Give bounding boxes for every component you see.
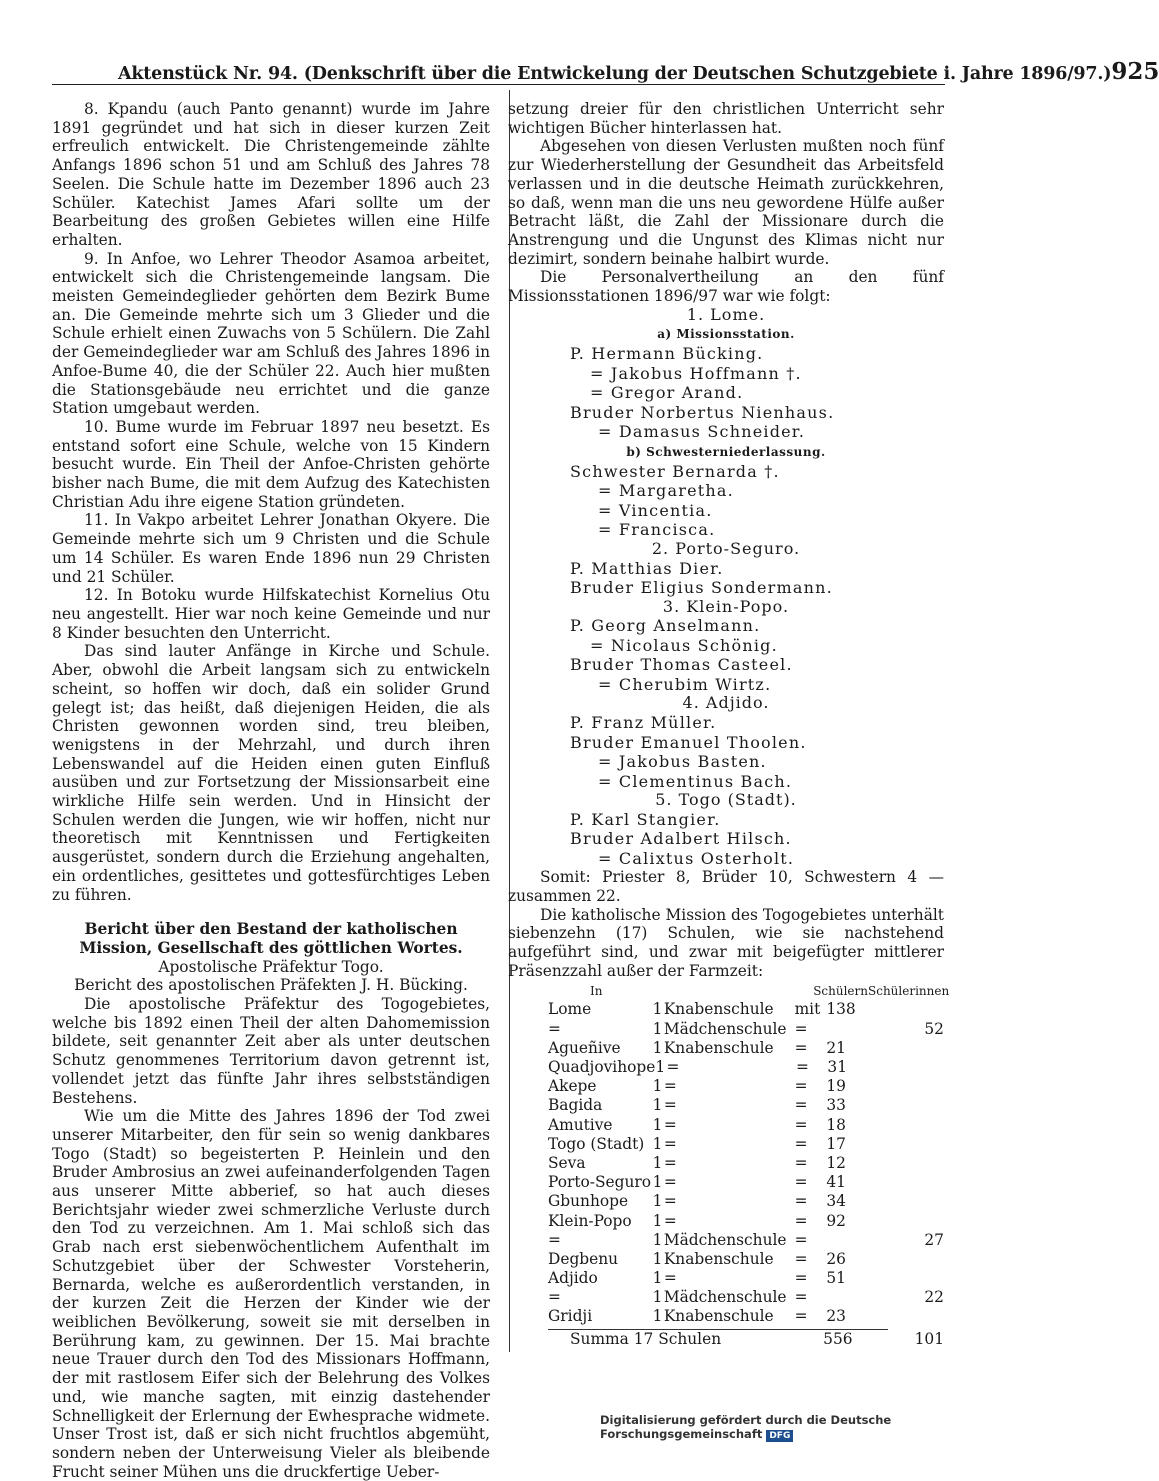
school-count: 1: [652, 1307, 663, 1326]
school-girls: [879, 1173, 944, 1192]
table-row: [508, 1288, 944, 1307]
sum-boys: 556: [823, 1329, 853, 1348]
staff-entry: P. Karl Stangier.: [570, 809, 721, 829]
school-girls: [879, 1250, 944, 1269]
table-row: [508, 1116, 944, 1135]
table-row: [508, 1096, 944, 1115]
left-column: [52, 100, 490, 1481]
school-girls: [879, 1039, 944, 1058]
school-mit: =: [794, 1077, 808, 1096]
school-place: Klein-Popo: [548, 1211, 632, 1230]
sum-girls: 101: [914, 1329, 944, 1348]
header-title: Aktenstück Nr. 94. (Denkschrift über die Entwickelung der Deutschen Schutzgebiete i. Jahre 1896/97.): [118, 64, 1112, 84]
school-mit: =: [794, 1192, 808, 1211]
school-count: 1: [652, 1173, 663, 1192]
school-type: Mädchenschule: [663, 1019, 787, 1038]
school-count: 1: [652, 1096, 663, 1115]
school-count: 1: [652, 1230, 663, 1249]
school-type: =: [663, 1192, 677, 1211]
school-count: 1: [652, 1115, 663, 1134]
table-row: [508, 1154, 944, 1173]
school-boys: 33: [826, 1096, 846, 1115]
school-place: Togo (Stadt): [548, 1134, 645, 1153]
school-place: =: [548, 1230, 561, 1249]
school-type: =: [663, 1211, 677, 1230]
school-boys: [826, 1231, 878, 1250]
table-row: [508, 1269, 944, 1288]
school-girls: [879, 1000, 944, 1019]
paragraph: 11. In Vakpo arbeitet Lehrer Jonathan Okyere. Die Gemeinde mehrte sich um 9 Christen und die Schule um 14 Schüler. Es waren Ende 1896 nun 29 Christen und 21 Schüler.: [52, 511, 490, 586]
school-count: 1: [652, 1211, 663, 1230]
staff-entry: = Francisca.: [598, 520, 716, 540]
school-girls: [879, 1192, 944, 1211]
school-mit: =: [794, 1249, 808, 1268]
substation-heading: a) Missionsstation.: [657, 327, 795, 342]
school-mit: =: [795, 1058, 809, 1077]
staff-entry: = Vincentia.: [598, 500, 713, 520]
school-type: =: [663, 1173, 677, 1192]
paragraph: Wie um die Mitte des Jahres 1896 der Tod zwei unserer Mitarbeiter, den für sein so wenig dankbares Togo (Stadt) so begeisterten P. Heinlein und den Bruder Ambrosius an zwei aufeinanderfolgenden Tagen aus unserer Mitte abberief, so hat auch dieses Berichtsjahr wieder zwei schmerzliche Verluste durch den Tod zu verzeichnen. Am 1. Mai schloß sich das Grab nach erst siebenwöchentlichem Aufenthalt im Schutzgebiet über der Schwester Vorsteherin, Bernarda, welche es außerordentlich verstanden, in der kurzen Zeit die Herzen der Kinder wie der weiblichen Bevölkerung, soweit sie mit derselben in Berührung kam, zu gewinnen. Der 15. Mai brachte neue Trauer durch den Tod des Missionars Hoffmann, der mit rastlosem Eifer sich der Belehrung des Volkes und, wie manche sagten, mit einzig dastehender Schnelligkeit der Erlernung der Ewhesprache widmete. Unser Trost ist, daß er sich nicht fruchtlos abgemüht, sondern neben der Unterweisung Vieler als bleibende Frucht seiner Mühen uns die druckfertige Ueber-: [52, 1107, 490, 1481]
staff-entry: P. Hermann Bücking.: [570, 344, 764, 364]
school-girls: [879, 1212, 944, 1231]
staff-entry: = Margaretha.: [598, 481, 734, 501]
school-count: 1: [652, 1000, 663, 1019]
staff-entry: Bruder Norbertus Nienhaus.: [570, 402, 835, 422]
table-row: [508, 1058, 944, 1077]
staff-entry: Bruder Thomas Casteel.: [570, 655, 793, 675]
sum-label: Summa 17 Schulen: [570, 1329, 722, 1348]
school-boys: 23: [826, 1307, 846, 1326]
school-place: Porto-Seguro: [548, 1173, 652, 1192]
paragraph: Die apostolische Präfektur des Togogebietes, welche bis 1892 einen Theil der alten Dahomemission bildete, seit genannter Zeit aber als unter deutschen Schutz genommenes Territorium davon getrennt ist, vollendet jetzt das fünfte Jahr ihres selbstständigen Bestehens.: [52, 995, 490, 1107]
school-count: 1: [652, 1288, 663, 1307]
paragraph: Das sind lauter Anfänge in Kirche und Schule. Aber, obwohl die Arbeit langsam sich zu entwickeln scheint, so hoffen wir doch, daß ein solider Grund gelegt ist; das heißt, daß diejenigen Heiden, die als Christen gewonnen worden sind, treu bleiben, wenigstens in der Mehrzahl, und durch ihren Lebenswandel auf die Heiden einen guten Einfluß ausüben und zur Fortsetzung der Missionsarbeit eine wirkliche Hilfe sein werden. Und in Hinsicht der Schulen werden die Jungen, wie wir hoffen, nicht nur theoretisch mit Kenntnissen und Fertigkeiten ausgerüstet, sondern durch die Erziehung angehalten, ein ordentliches, gesittetes und gottesfürchtiges Leben zu führen.: [52, 642, 490, 904]
school-boys: 18: [826, 1115, 846, 1134]
schools-table: [508, 982, 950, 1348]
page-number: 925: [1111, 58, 1159, 85]
paragraph: Die katholische Mission des Togogebietes unterhält siebenzehn (17) Schulen, wie sie nachstehend aufgeführt sind, und zwar mit beigefügter mittlerer Präsenzzahl außer der Farmzeit:: [508, 905, 944, 980]
staff-entry: Bruder Eligius Sondermann.: [570, 578, 833, 598]
school-type: Mädchenschule: [663, 1288, 787, 1307]
school-mit: =: [794, 1096, 808, 1115]
table-row: [508, 1135, 944, 1154]
header-girls: Schülerinnen: [868, 984, 950, 999]
school-type: Knabenschule: [663, 1249, 774, 1268]
school-boys: [826, 1020, 878, 1039]
school-type: =: [663, 1077, 677, 1096]
paragraph: 10. Bume wurde im Februar 1897 neu besetzt. Es entstand sofort eine Schule, welche von 15 Kindern besucht wurde. Ein Theil der Anfoe-Christen gehörte bisher nach Bume, die mit dem Aufzug des Katechisten Christian Adu ihre eigene Station gründeten.: [52, 417, 490, 511]
staff-entry: = Damasus Schneider.: [598, 422, 806, 442]
staff-entry: Schwester Bernarda †.: [570, 461, 780, 481]
school-girls: [879, 1154, 944, 1173]
school-boys: 92: [826, 1211, 846, 1230]
paragraph: Abgesehen von diesen Verlusten mußten noch fünf zur Wiederherstellung der Gesundheit das Arbeitsfeld verlassen und in die deutsche Heimath zurückkehren, so daß, wenn man die uns neu gewordene Hülfe außer Betracht läßt, die Zahl der Missionare durch die Anstrengung und die Ungunst des Klimas nicht nur dezimirt, sondern beinahe halbirt wurde.: [508, 137, 944, 268]
school-mit: =: [794, 1173, 808, 1192]
staff-entry: P. Matthias Dier.: [570, 558, 724, 578]
school-girls: [879, 1116, 944, 1135]
school-type: =: [663, 1096, 677, 1115]
school-place: Adjido: [548, 1269, 598, 1288]
school-type: =: [663, 1269, 677, 1288]
school-place: Quadjovihope: [548, 1058, 656, 1077]
school-count: 1: [652, 1249, 663, 1268]
school-count: 1: [652, 1134, 663, 1153]
table-row: [508, 1173, 944, 1192]
subheading: Apostolische Präfektur Togo.: [158, 957, 384, 976]
school-boys: 51: [826, 1269, 846, 1288]
staff-entry: P. Georg Anselmann.: [570, 616, 761, 636]
school-mit: =: [794, 1269, 808, 1288]
footer: [600, 1413, 1000, 1442]
school-place: =: [548, 1288, 561, 1307]
header-rule: [52, 84, 945, 85]
school-type: =: [663, 1134, 677, 1153]
school-girls: [879, 1269, 944, 1288]
school-mit: =: [794, 1307, 808, 1326]
school-type: =: [666, 1058, 680, 1077]
staff-entry: P. Franz Müller.: [570, 713, 717, 733]
school-type: Mädchenschule: [663, 1230, 787, 1249]
school-boys: 12: [826, 1153, 846, 1172]
school-boys: 19: [826, 1077, 846, 1096]
staff-entry: = Clementinus Bach.: [598, 771, 793, 791]
table-row: [508, 1307, 944, 1326]
school-girls: [879, 1135, 944, 1154]
section-heading: Bericht über den Bestand der katholischen Mission, Gesellschaft des göttlichen Wortes.: [79, 920, 463, 957]
staff-entry: = Calixtus Osterholt.: [598, 848, 795, 868]
school-girls: [879, 1096, 944, 1115]
school-place: Akepe: [548, 1077, 597, 1096]
table-row: [508, 1212, 944, 1231]
table-row: [508, 1020, 944, 1039]
staff-entry: Bruder Adalbert Hilsch.: [570, 829, 792, 849]
table-row: [508, 1039, 944, 1058]
table-row: [508, 1077, 944, 1096]
staff-entry: = Cherubim Wirtz.: [598, 674, 772, 694]
school-place: Gbunhope: [548, 1192, 629, 1211]
school-girls: [879, 1077, 944, 1096]
school-mit: mit: [794, 1000, 821, 1019]
school-place: Amutive: [548, 1115, 613, 1134]
school-boys: 26: [826, 1249, 846, 1268]
paragraph: 9. In Anfoe, wo Lehrer Theodor Asamoa arbeitet, entwickelt sich die Christengemeinde langsam. Die meisten Gemeindeglieder gehörten dem Bezirk Bume an. Die Gemeinde mehrte sich um 3 Glieder und die Schule erhielt einen Zuwachs von 5 Schülern. Die Zahl der Gemeindeglieder war am Schluß des Jahres 1896 in Anfoe-Bume 40, die der Schüler 22. Auch hier mußten die Stationsgebäude neu errichtet und die ganze Station umgebaut werden.: [52, 249, 490, 418]
school-type: =: [663, 1153, 677, 1172]
staff-entry: = Gregor Arand.: [590, 383, 744, 403]
school-mit: =: [794, 1019, 808, 1038]
school-place: Seva: [548, 1153, 586, 1172]
school-mit: =: [794, 1115, 808, 1134]
table-header: [508, 982, 950, 1000]
table-row: [508, 1000, 944, 1019]
footer-text: Digitalisierung gefördert durch die Deutsche Forschungsgemeinschaft: [600, 1413, 892, 1441]
school-type: =: [663, 1115, 677, 1134]
paragraph: setzung dreier für den christlichen Unterricht sehr wichtigen Bücher hinterlassen hat.: [508, 100, 944, 137]
staff-entry: = Jakobus Basten.: [598, 752, 767, 772]
school-place: Agueñive: [548, 1038, 621, 1057]
staff-entry: = Nicolaus Schönig.: [590, 635, 778, 655]
school-boys: 21: [826, 1038, 846, 1057]
school-girls: 52: [924, 1019, 944, 1038]
table-row: [508, 1231, 944, 1250]
school-mit: =: [794, 1134, 808, 1153]
school-mit: =: [794, 1211, 808, 1230]
school-boys: 17: [826, 1134, 846, 1153]
station-heading: 3. Klein-Popo.: [662, 596, 790, 616]
station-heading: 2. Porto-Seguro.: [651, 538, 801, 558]
staff-entry: = Jakobus Hoffmann †.: [590, 363, 802, 383]
school-boys: 138: [826, 1000, 856, 1019]
school-count: 1: [652, 1038, 663, 1057]
sum-row: [508, 1330, 944, 1349]
staff-entry: Bruder Emanuel Thoolen.: [570, 732, 807, 752]
paragraph: Somit: Priester 8, Brüder 10, Schwestern 4 — zusammen 22.: [508, 868, 944, 905]
school-mit: =: [794, 1288, 808, 1307]
school-type: Knabenschule: [663, 1038, 774, 1057]
school-mit: =: [794, 1230, 808, 1249]
school-mit: =: [794, 1038, 808, 1057]
paragraph: Die Personalvertheilung an den fünf Missionsstationen 1896/97 war wie folgt:: [508, 268, 944, 306]
header-boys: Schülern: [813, 984, 868, 999]
school-boys: 34: [826, 1192, 846, 1211]
school-place: Gridji: [548, 1307, 593, 1326]
school-rows: [508, 1000, 944, 1326]
school-boys: 41: [826, 1173, 846, 1192]
school-boys: 31: [827, 1058, 848, 1077]
school-count: 1: [652, 1269, 663, 1288]
station-heading: 5. Togo (Stadt).: [655, 790, 797, 810]
station-heading: 4. Adjido.: [682, 693, 770, 713]
paragraph: 12. In Botoku wurde Hilfskatechist Kornelius Otu neu angestellt. Hier war noch keine Gemeinde und nur 8 Kinder besuchten den Unterricht.: [52, 586, 490, 642]
school-count: 1: [652, 1019, 663, 1038]
school-count: 1: [652, 1192, 663, 1211]
subheading: Bericht des apostolischen Präfekten J. H. Bücking.: [74, 976, 468, 995]
school-girls: [879, 1058, 944, 1077]
school-girls: [879, 1307, 944, 1326]
paragraph: 8. Kpandu (auch Panto genannt) wurde im Jahre 1891 gegründet und hat sich in dieser kurzen Zeit erfreulich entwickelt. Die Christengemeinde zählte Anfangs 1896 schon 51 und am Schluß des Jahres 78 Seelen. Die Schule hatte im Dezember 1896 auch 23 Schüler. Katechist James Afari sollte um der Bearbeitung des großen Gebietes willen eine Hilfe erhalten.: [52, 100, 490, 249]
school-mit: =: [794, 1153, 808, 1172]
dfg-logo: DFG: [766, 1430, 793, 1442]
school-girls: 22: [924, 1288, 944, 1307]
page-header: [118, 58, 1159, 85]
substation-heading: b) Schwesterniederlassung.: [626, 444, 826, 459]
right-column: [508, 100, 950, 1349]
school-place: Degbenu: [548, 1249, 619, 1268]
school-girls: 27: [924, 1230, 944, 1249]
school-place: Lome: [548, 1000, 592, 1019]
school-count: 1: [652, 1077, 663, 1096]
table-row: [508, 1192, 944, 1211]
school-type: Knabenschule: [663, 1307, 774, 1326]
school-place: =: [548, 1019, 561, 1038]
header-in: In: [590, 984, 603, 999]
school-count: 1: [652, 1153, 663, 1172]
station-heading: 1. Lome.: [686, 304, 766, 324]
school-boys: [826, 1288, 878, 1307]
school-type: Knabenschule: [663, 1000, 774, 1019]
table-row: [508, 1250, 944, 1269]
school-place: Bagida: [548, 1096, 603, 1115]
school-count: 1: [655, 1058, 666, 1077]
